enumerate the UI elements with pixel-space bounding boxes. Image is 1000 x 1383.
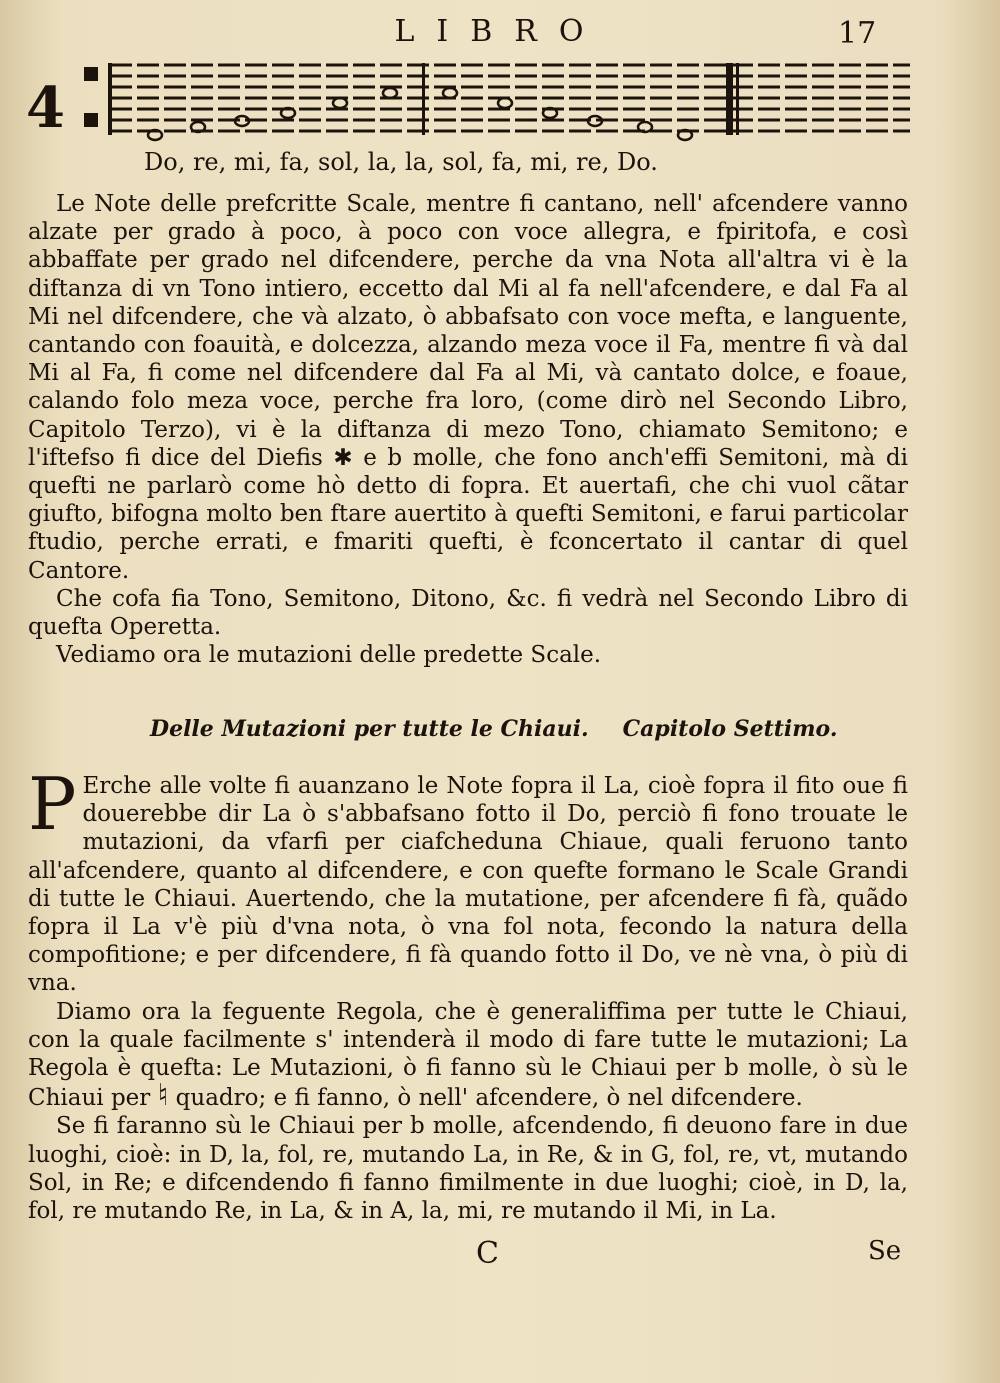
drop-cap: P [28,762,77,846]
chapter-title: Delle Mutazioni per tutte le Chiaui. [150,716,589,742]
paragraph: Che cofa fia Tono, Semitono, Ditono, &c. fi vedrà nel Secondo Libro di quefta Operetta. [28,585,908,641]
catchword: Se [868,1236,902,1266]
scale-syllables: Do, re, mi, fa, sol, la, la, sol, fa, mi, re, Do. [144,148,658,176]
running-head: LIBRO [394,14,606,49]
paragraph: P Erche alle volte fi auanzano le Note fopra il La, cioè fopra il fito oue fi douerebbe dir La ò s'abbafsano fotto il Do, perciò fi fono trouate le mutazioni, da vfarfi per ciafcheduna Chiaue, quali feruono tanto all'afcendere, quanto al difcendere, e con quefte formano le Scale Grandi di tutte le Chiaui. Auertendo, che la mutatione, per afcendere fi fà, quãdo fopra il La v'è più d'vna nota, ò vna fol nota, fecondo la natura della compofitione; e per difcendere, fi fà quando fotto il Do, ve nè vna, ò più di vna. [28,762,908,997]
natural-sign-icon: ♮ [157,1078,169,1114]
clef-number: 4 [26,75,65,141]
text-block-1 [28,190,908,669]
chapter-number: Capitolo Settimo. [622,716,838,742]
paragraph: Diamo ora la feguente Regola, che è generaliffima per tutte le Chiaui, con la quale facilmente s' intenderà il modo di fare tutte le mutazioni; La Regola è quefta: Le Mutazioni, ò fi fanno sù le Chiaui per b molle, ò sù le Chiaui per ♮ quadro; e fi fanno, ò nell' afcendere, ò nel difcendere. [28,998,908,1114]
paragraph: Se fi faranno sù le Chiaui per b molle, afcendendo, fi deuono fare in due luoghi, cioè: in D, la, fol, re, mutando La, in Re, & in G, fol, re, vt, mutando Sol, in Re; e difcendendo fi fanno fimilmente in due luoghi; cioè, in D, la, fol, re mutando Re, in La, & in A, la, mi, re mutando il Mi, in La. [28,1113,908,1225]
music-staff [20,55,920,155]
signature-mark: C [476,1236,499,1271]
text-block-2 [28,762,908,1225]
paragraph: Vediamo ora le mutazioni delle predette Scale. [56,642,602,669]
chapter-heading [150,716,930,742]
page-number: 17 [838,16,877,51]
paragraph: Le Note delle prefcritte Scale, mentre fi cantano, nell' afcendere vanno alzate per grado à poco, à poco con voce allegra, e fpiritofa, e così abbaffate per grado nel difcendere, perche da vna Nota all'altra vi è la diftanza di vn Tono intiero, eccetto dal Mi al fa nell'afcendere, e dal Fa al Mi nel difcendere, che và alzato, ò abbafsato con voce mefta, e languente, cantando con foauità, e dolcezza, alzando meza voce il Fa, mentre fi và dal Mi al Fa, fi come nel difcendere dal Fa al Mi, và cantato dolce, e foaue, calando folo meza voce, perche fra loro, (come dirò nel Secondo Libro, Capitolo Terzo), vi è la diftanza di mezo Tono, chiamato Semitono; e l'iftefso fi dice del Diefis ✱ e b molle, che fono anch'effi Semitoni, mà di quefti ne parlarò come hò detto di fopra. Et auertafi, che chi vuol cãtar giufto, bifogna molto ben ftare auertito à quefti Semitoni, e farui particolar ftudio, perche errati, e fmariti quefti, è fconcertato il cantar di quel Cantore. [28,191,908,584]
